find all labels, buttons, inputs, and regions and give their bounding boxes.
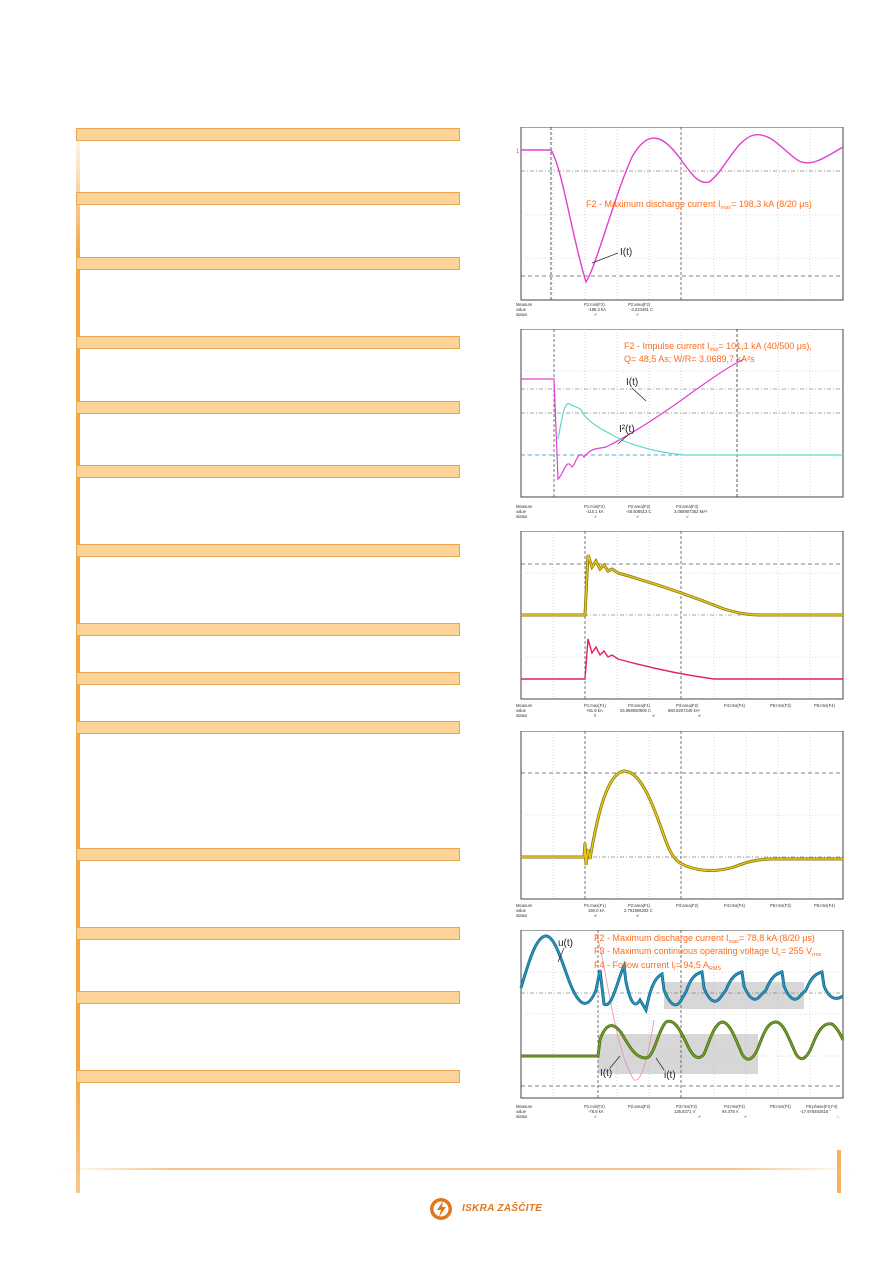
svg-text:P2:area(F1): P2:area(F1) [628,703,651,708]
section-bar-8 [76,623,460,636]
svg-text:1: 1 [516,149,520,155]
oscilloscope-capture-3 [514,531,844,726]
svg-text:P1:max(F1): P1:max(F1) [584,703,606,708]
section-bar-3 [76,257,460,270]
section-bar-1 [76,128,460,141]
svg-text:P3:area(F2): P3:area(F2) [676,903,699,908]
oscilloscope-capture-5 [514,930,844,1130]
oscilloscope-capture-4 [514,731,844,926]
left-accent-rule [76,128,80,1193]
trace-label-i: I(t) [626,377,639,388]
trace-label-i: I(t) [620,247,633,258]
svg-text:value: value [516,908,527,913]
svg-text:126.8271 V: 126.8271 V [674,1109,696,1114]
svg-text:P1:min(F2): P1:min(F2) [584,504,605,509]
svg-text:P1:max(F1): P1:max(F1) [584,903,606,908]
section-bar-7 [76,544,460,557]
oscilloscope-capture-1 [514,127,844,321]
svg-text:P2:area(F2): P2:area(F2) [628,504,651,509]
lightning-bolt-icon [428,1196,458,1222]
trace-label-i-capital: I(t) [600,1068,613,1079]
iskra-zascite-logo [428,1196,548,1222]
section-bar-9 [76,672,460,685]
trace-label-i-small: i(t) [664,1070,676,1081]
svg-text:P4:rms(F4): P4:rms(F4) [724,703,745,708]
measure-table [516,703,836,718]
svg-text:✔: ✔ [744,1114,748,1119]
svg-text:✔: ✔ [594,312,598,317]
svg-text:⚠: ⚠ [836,1114,840,1119]
svg-text:status: status [516,312,528,317]
svg-text:✔: ✔ [594,514,598,519]
measure-table [516,903,836,918]
svg-text:25.988060806 C: 25.988060806 C [620,708,651,713]
svg-text:value: value [516,307,527,312]
svg-text:P3:area(F3): P3:area(F3) [676,504,699,509]
svg-text:+61.9 kA: +61.9 kA [586,708,603,713]
section-bar-13 [76,991,460,1004]
svg-text:P4:rms(F4): P4:rms(F4) [724,1104,745,1109]
svg-text:P4:rms(F4): P4:rms(F4) [724,903,745,908]
logo-text: ISKRA ZAŠČITE [462,1203,543,1214]
section-bar-12 [76,927,460,940]
svg-text:-110.1 kA: -110.1 kA [586,509,604,514]
measure-table [516,1104,840,1119]
svg-text:✔: ✔ [594,1114,598,1119]
section-bar-2 [76,192,460,205]
svg-text:✔: ✔ [698,1114,702,1119]
svg-text:P5:rms(F4): P5:rms(F4) [770,1104,791,1109]
footer-rule [60,1168,850,1170]
svg-text:860.8207246 kA²: 860.8207246 kA² [668,708,700,713]
svg-text:status: status [516,514,528,519]
svg-text:P2:area(F2): P2:area(F2) [628,302,651,307]
svg-text:P5:rms(F3): P5:rms(F3) [770,903,791,908]
svg-text:P2:area(F2): P2:area(F2) [628,1104,651,1109]
svg-text:2.791906202 C: 2.791906202 C [624,908,653,913]
measure-table [516,504,708,519]
svg-text:P5:rms(F3): P5:rms(F3) [770,703,791,708]
scope1-annotation: F2 - Maximum discharge current $I_{max}= 198,3$ kA (8/20 μs) [586,199,812,211]
svg-text:3.068907352 MA²: 3.068907352 MA² [674,509,708,514]
svg-text:-78.8 kA: -78.8 kA [588,1109,604,1114]
svg-text:value: value [516,1109,527,1114]
svg-text:P6:rms(F4): P6:rms(F4) [814,703,835,708]
svg-text:✔: ✔ [636,312,640,317]
svg-text:Measure: Measure [516,302,533,307]
svg-text:-3.224481 C: -3.224481 C [630,307,654,312]
svg-text:P1:min(F2): P1:min(F2) [584,1104,605,1109]
svg-text:value: value [516,708,527,713]
section-bar-14 [76,1070,460,1083]
svg-text:-48.508513 C: -48.508513 C [626,509,652,514]
svg-text:status: status [516,913,528,918]
trace-label-u: u(t) [558,938,573,949]
svg-text:Measure: Measure [516,504,533,509]
svg-text:value: value [516,509,527,514]
svg-text:Measure: Measure [516,903,533,908]
svg-text:P2:area(F1): P2:area(F1) [628,903,651,908]
svg-text:Measure: Measure [516,1104,533,1109]
svg-text:✔: ✔ [652,713,656,718]
svg-text:✔: ✔ [636,514,640,519]
oscilloscope-capture-2 [514,329,844,524]
svg-text:Measure: Measure [516,703,533,708]
svg-text:94.478 A: 94.478 A [722,1109,739,1114]
scope5-annotation-line3: F4 - Follow current $I_f= 94,5$ $A_{RMS}$ [594,960,722,972]
svg-text:-17.978482618 °: -17.978482618 ° [800,1109,832,1114]
scope2-annotation: F2 - Impulse current $I_{imp}= 101,1$ kA (40/500 μs), [624,341,812,353]
section-bar-11 [76,848,460,861]
svg-text:P6:phase(F3,F4): P6:phase(F3,F4) [806,1104,838,1109]
section-bar-4 [76,336,460,349]
svg-text:✔: ✔ [594,913,598,918]
svg-text:✔: ✔ [698,713,702,718]
svg-text:status: status [516,713,528,718]
svg-text:P3:area(F2): P3:area(F2) [676,703,699,708]
svg-text:✔: ✔ [636,913,640,918]
trace-label-i-squared: I²(t) [619,424,635,435]
measure-table [516,302,653,317]
svg-text:✔: ✔ [686,514,690,519]
svg-text:P6:rms(F4): P6:rms(F4) [814,903,835,908]
section-bar-6 [76,465,460,478]
svg-text:!!: !! [594,713,597,718]
svg-text:P3:rms(F3): P3:rms(F3) [676,1104,697,1109]
scope2-annotation-line2: Q= 48,5 As; W/R= 3.0689,7 kA²s [624,354,755,364]
scope5-annotation-line1: F2 - Maximum discharge current $I_{max}= 78,8$ kA (8/20 μs) [594,933,815,945]
right-accent-rule [837,1150,841,1193]
svg-text:P1:min(F2): P1:min(F2) [584,302,605,307]
section-bar-10 [76,721,460,734]
svg-text:150.0 kA: 150.0 kA [588,908,605,913]
section-bar-5 [76,401,460,414]
scope5-annotation-line2: F3 - Maximum continuous operating voltage $U_c= 255$ $V_{rms}$ [594,946,822,958]
svg-text:status: status [516,1114,528,1119]
svg-text:-198.3 kA: -198.3 kA [588,307,606,312]
